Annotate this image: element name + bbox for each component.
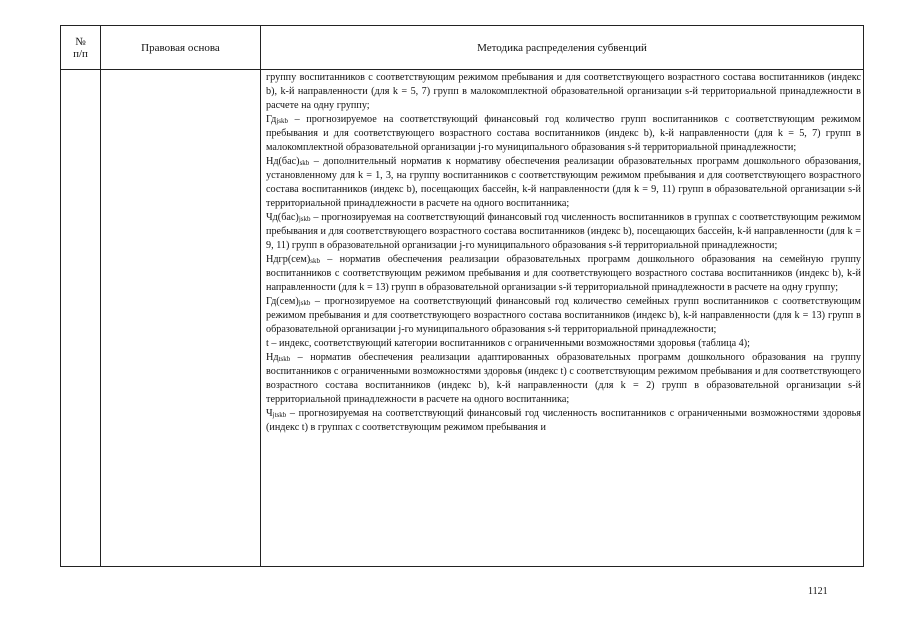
methodology-text [266, 71, 861, 435]
column-divider [260, 26, 261, 566]
header-legal-basis: Правовая основа [141, 41, 220, 54]
header-number: № п/п [73, 35, 88, 60]
paragraph: $Ч_{jtskb}$ – прогнозируемая на соответствующий финансовый год численность воспитанников с ограниченными возможностями здоровья (индекс t) в группах с соответствующим режимом пребывания и [266, 408, 861, 433]
paragraph: $Чд(бас)_{jskb}$ – прогнозируемая на соответствующий финансовый год численность воспитанников в группах с соответствующим режимом пребывания и для соответствующего возрастного состава воспитанников (индекс b), посещающих бассейн, k-й направленности (для k = 9, 11) групп в образовательной организации j-го муниципального образования s-й территориальной принадлежности; [266, 212, 861, 251]
paragraph: $Нд_{tskb}$ – норматив обеспечения реализации адаптированных образовательных программ дошкольного образования на группу воспитанников с ограниченными возможностями здоровья (индекс t) с соответствующим режимом пребывания и для соответствующего возрастного состава воспитанников (индекс b), k-й направленности (для k = 2) групп в образовательной организации s-й территориальной принадлежности в расчете на одного воспитанника; [266, 352, 861, 405]
header-divider [61, 69, 863, 70]
column-divider [100, 26, 101, 566]
page-number: 1121 [808, 586, 828, 597]
paragraph: $Гд_{jskb}$ – прогнозируемое на соответствующий финансовый год количество групп воспитанников с соответствующим режимом пребывания и для соответствующего возрастного состава воспитанников (индекс b), k-й направленности (для k = 5, 7) групп в малокомплектной образовательной организации j-го муниципального образования s-й территориальной принадлежности; [266, 114, 861, 153]
header-methodology: Методика распределения субвенций [477, 41, 647, 54]
paragraph: $Нд(бас)_{skb}$ – дополнительный норматив к нормативу обеспечения реализации образовательных программ дошкольного образования, установленному для k = 1, 3, на группу воспитанников с соответствующим режимом пребывания и для соответствующего возрастного состава воспитанников (индекс b), посещающих бассейн, k-й направленности (для k = 9, 11) групп в образовательной организации s-й территориальной принадлежности в расчете на одного воспитанника; [266, 156, 861, 209]
paragraph: $Ндгр(сем)_{skb}$ – норматив обеспечения реализации образовательных программ дошкольного образования на семейную группу воспитанников с соответствующим режимом пребывания и для соответствующего возрастного состава воспитанников (индекс b), k-й направленности (для k = 13) групп в образовательной организации s-й территориальной принадлежности в расчете на одну группу; [266, 254, 861, 293]
methodology-table [60, 25, 864, 567]
paragraph: t – индекс, соответствующий категории воспитанников с ограниченными возможностями здоровья (таблица 4); [266, 338, 750, 349]
paragraph: группу воспитанников с соответствующим режимом пребывания и для соответствующего возрастного состава воспитанников (индекс b), k-й направленности (для k = 5, 7) групп в малокомплектной образовательной организации s-й территориальной принадлежности в расчете на одну группу; [266, 72, 861, 111]
paragraph: $Гд(сем)_{jskb}$ – прогнозируемое на соответствующий финансовый год количество семейных групп воспитанников с соответствующим режимом пребывания и для соответствующего возрастного состава воспитанников (индекс b), k-й направленности (для k = 13) групп в образовательной организации j-го муниципального образования s-й территориальной принадлежности; [266, 296, 861, 335]
